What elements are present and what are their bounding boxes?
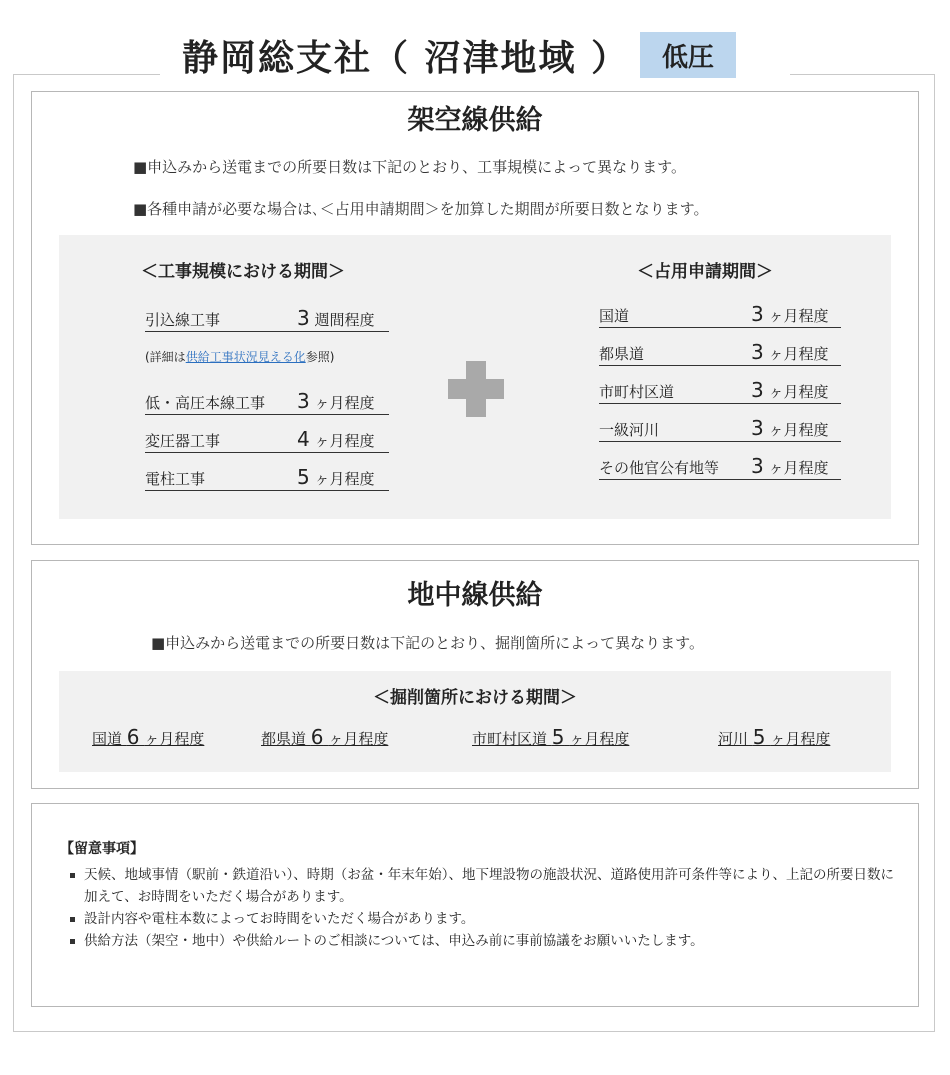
overhead-title: 架空線供給 xyxy=(407,105,543,136)
row-label: 市町村区道 xyxy=(599,383,675,401)
row-unit: ヶ月程度 xyxy=(768,383,829,401)
note-item: 供給方法（架空・地中）や供給ルートのご相談については、申込み前に事前協議をお願いいたします。 xyxy=(66,930,896,952)
overhead-desc-2: ■各種申請が必要な場合は､＜占用申請期間＞を加算した期間が所要日数となります。 xyxy=(133,200,709,218)
excavation-item xyxy=(472,725,629,749)
excavation-item xyxy=(261,725,388,749)
page-title: 静岡総支社（ 沼津地域 ） xyxy=(182,38,630,79)
row-label: 都県道 xyxy=(599,345,645,363)
row-number: 4 xyxy=(297,427,310,451)
row-number: 3 xyxy=(751,378,764,402)
row-unit: ヶ月程度 xyxy=(314,432,375,450)
right-row xyxy=(599,416,841,442)
row-label: 変圧器工事 xyxy=(145,432,221,450)
excavation-item xyxy=(718,725,830,749)
notes-title: 【留意事項】 xyxy=(60,841,144,857)
voltage-badge: 低圧 xyxy=(640,32,736,78)
row-number: 5 xyxy=(297,465,310,489)
right-row xyxy=(599,340,841,366)
row-number: 3 xyxy=(751,302,764,326)
row-label: 一級河川 xyxy=(599,421,660,439)
overhead-desc-1: ■申込みから送電までの所要日数は下記のとおり、工事規模によって異なります。 xyxy=(133,158,686,176)
left-row xyxy=(145,427,389,453)
excavation-period-title: ＜掘削箇所における期間＞ xyxy=(373,688,577,708)
row-number: 3 xyxy=(297,306,310,330)
row-unit: ヶ月程度 xyxy=(768,421,829,439)
row-label: 引込線工事 xyxy=(145,311,221,329)
left-row xyxy=(145,389,389,415)
row-unit: ヶ月程度 xyxy=(768,345,829,363)
note-prefix: (詳細は xyxy=(145,350,186,364)
note-suffix: 参照) xyxy=(305,350,335,364)
row-unit: ヶ月程度 xyxy=(768,307,829,325)
item-label: 河川 xyxy=(718,730,749,748)
item-label: 国道 xyxy=(92,730,123,748)
underground-desc: ■申込みから送電までの所要日数は下記のとおり、掘削箇所によって異なります。 xyxy=(151,634,704,652)
left-row xyxy=(145,465,389,491)
right-row xyxy=(599,302,841,328)
row-label: 低・高圧本線工事 xyxy=(145,394,266,412)
underground-title: 地中線供給 xyxy=(407,580,543,611)
row-number: 3 xyxy=(751,340,764,364)
item-unit: ヶ月程度 xyxy=(328,730,389,748)
right-row xyxy=(599,378,841,404)
item-number: 6 xyxy=(310,725,324,749)
row-label: 電柱工事 xyxy=(145,470,206,488)
detail-note xyxy=(145,348,334,365)
row-unit: 週間程度 xyxy=(314,311,375,329)
construction-scale-title: ＜工事規模における期間＞ xyxy=(141,262,345,282)
note-item: 設計内容や電柱本数によってお時間をいただく場合があります。 xyxy=(66,908,896,930)
notes-list xyxy=(66,864,896,952)
item-label: 都県道 xyxy=(261,730,307,748)
excavation-item xyxy=(92,725,204,749)
item-unit: ヶ月程度 xyxy=(144,730,205,748)
row-unit: ヶ月程度 xyxy=(314,470,375,488)
excavation-period-box xyxy=(59,671,891,772)
row-label: 国道 xyxy=(599,307,630,325)
row-label: その他官公有地等 xyxy=(599,459,720,477)
row-number: 3 xyxy=(297,389,310,413)
left-row xyxy=(145,306,389,332)
item-unit: ヶ月程度 xyxy=(770,730,831,748)
item-number: 6 xyxy=(126,725,140,749)
note-item: 天候、地域事情（駅前・鉄道沿い）、時期（お盆・年末年始）、地下埋設物の施設状況、道路使用許可条件等により、上記の所要日数に加えて、お時間をいただく場合があります。 xyxy=(66,864,896,908)
plus-icon xyxy=(448,361,504,417)
right-row xyxy=(599,454,841,480)
header xyxy=(160,24,790,90)
row-number: 3 xyxy=(751,454,764,478)
visualization-link[interactable]: 供給工事状況見える化 xyxy=(185,350,306,364)
item-label: 市町村区道 xyxy=(472,730,548,748)
item-number: 5 xyxy=(752,725,766,749)
row-unit: ヶ月程度 xyxy=(314,394,375,412)
row-unit: ヶ月程度 xyxy=(768,459,829,477)
row-number: 3 xyxy=(751,416,764,440)
occupancy-period-title: ＜占用申請期間＞ xyxy=(637,262,773,282)
item-number: 5 xyxy=(551,725,565,749)
overhead-supply-panel xyxy=(31,91,919,545)
item-unit: ヶ月程度 xyxy=(569,730,630,748)
underground-supply-panel xyxy=(31,560,919,789)
